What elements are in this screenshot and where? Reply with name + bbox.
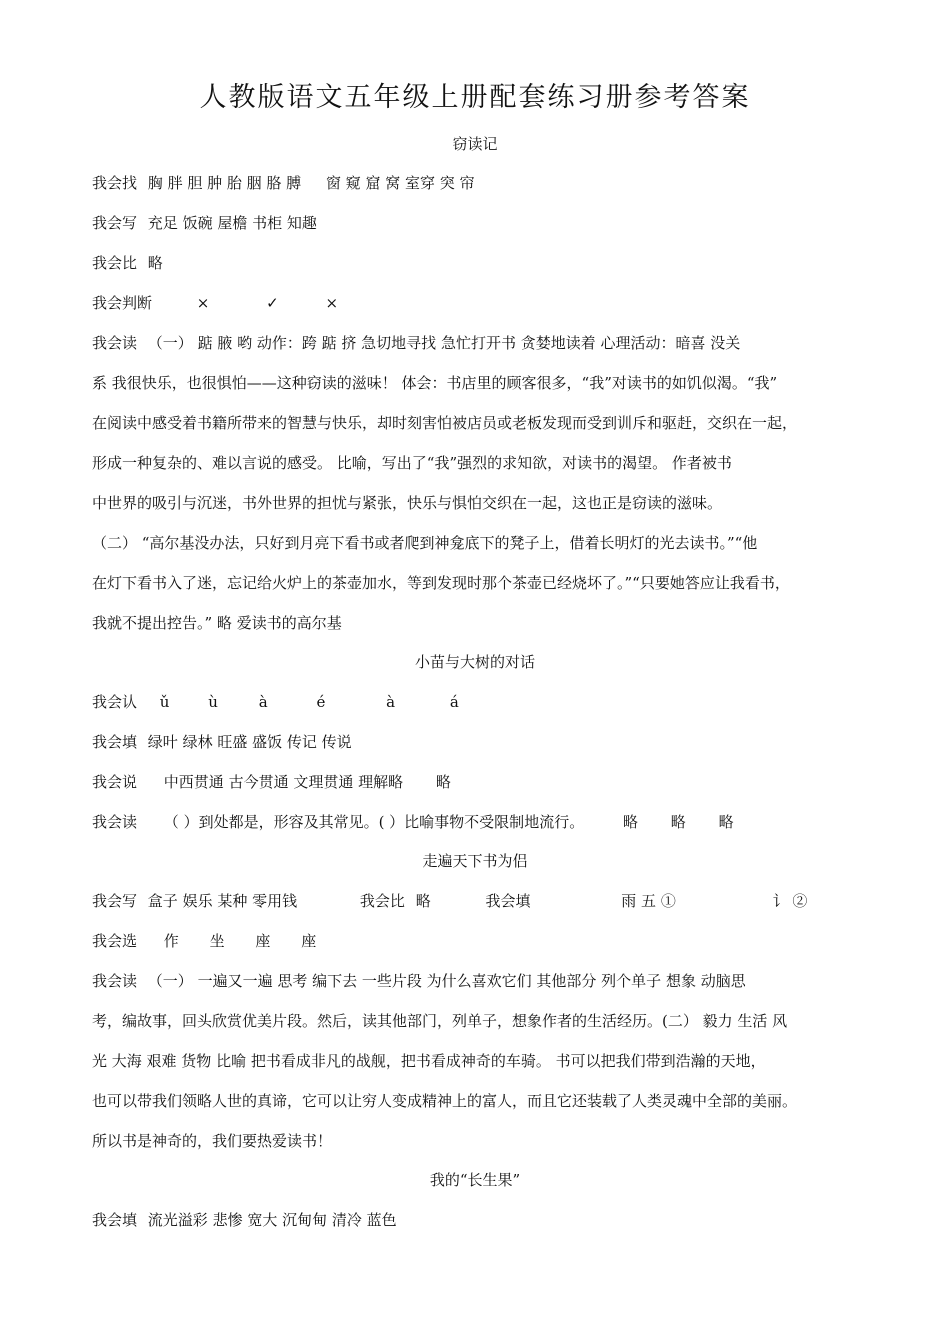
paragraph-text: （一） 踮 腋 哟 动作：跨 踮 挤 急切地寻找 急忙打开书 贪婪地读着 心理活动：暗喜 没关 [147, 334, 741, 352]
section-heading-qiedu: 窃读记 [452, 135, 498, 153]
reading-line [92, 970, 868, 992]
answer-label: 我会认 [92, 693, 138, 711]
cross-mark: × [325, 294, 339, 312]
answer-line-recognize [92, 691, 868, 713]
answer-text: 中西贯通 古今贯通 文理贯通 理解略 [163, 773, 404, 791]
answer-label: 我会判断 [92, 294, 153, 312]
answer-label: 我会读 [92, 972, 138, 990]
answer-text: 略 [622, 813, 638, 831]
answer-text: 略 [415, 892, 431, 910]
answer-text: 略 [147, 254, 163, 272]
answer-text: 讠 ② [772, 892, 808, 910]
section-heading-xiaomiao: 小苗与大树的对话 [414, 653, 535, 671]
answer-text: 盒子 娱乐 某种 零用钱 [147, 892, 298, 910]
section-heading-zoubian: 走遍天下书为侣 [422, 852, 528, 870]
paragraph-text: 在阅读中感受着书籍所带来的智慧与快乐，却时刻害怕被店员或老板发现而受到训斥和驱赶，交织在一起， [92, 414, 798, 432]
answer-text: 座 [255, 932, 271, 950]
answer-text: 座 [301, 932, 317, 950]
pinyin-tone: à [386, 693, 396, 711]
answer-text: 绿叶 绿林 旺盛 盛饭 传记 传说 [147, 733, 352, 751]
paragraph-text: 光 大海 艰难 货物 比喻 把书看成非凡的战舰，把书看成神奇的车骑。 书可以把我们带到浩瀚的天地， [92, 1052, 766, 1070]
paragraph-text: 形成一种复杂的、难以言说的感受。 比喻，写出了“我”强烈的求知欲，对读书的渴望。 作者被书 [92, 454, 732, 472]
reading-line [92, 332, 868, 354]
answer-line-say [92, 771, 868, 793]
answer-label: 我会读 [92, 334, 138, 352]
pinyin-tone: ǔ [159, 693, 170, 711]
answer-text: 雨 五 ① [621, 892, 676, 910]
answer-label: 我会找 [92, 174, 138, 192]
section-heading-changshengguo: 我的“长生果” [429, 1171, 521, 1189]
answer-label: 我会选 [92, 932, 138, 950]
answer-text: 略 [670, 813, 686, 831]
answer-line-fill [92, 731, 868, 753]
paragraph-text: 系 我很快乐，也很惧怕——这种窃读的滋味！ 体会：书店里的顾客很多，“我”对读书的如饥似渴。“我” [92, 374, 778, 392]
answer-label: 我会填 [92, 1211, 138, 1229]
pinyin-tone: ù [208, 693, 218, 711]
answer-text: 流光溢彩 悲惨 宽大 沉甸甸 清冷 蓝色 [147, 1211, 397, 1229]
paragraph-text: 我就不提出控告。” 略 爱读书的高尔基 [92, 614, 342, 632]
answer-line-read [92, 811, 868, 833]
answer-label: 我会写 [92, 214, 138, 232]
paragraph-text: 考，编故事，回头欣赏优美片段。然后，读其他部门，列单子，想象作者的生活经历。(二） 毅力 生活 风 [92, 1012, 788, 1030]
pinyin-tone: à [258, 693, 268, 711]
answer-label: 我会读 [92, 813, 138, 831]
answer-label: 我会填 [92, 733, 138, 751]
answer-text: 略 [718, 813, 734, 831]
answer-text: 坐 [209, 932, 225, 950]
pinyin-tone: é [316, 693, 326, 711]
paragraph-text: 在灯下看书入了迷，忘记给火炉上的茶壶加水，等到发现时那个茶壶已经烧坏了。”“只要她答应让我看书， [92, 574, 790, 592]
answer-line-compare [92, 252, 868, 274]
answer-text: 窗 窥 窟 窝 室穿 突 帘 [325, 174, 475, 192]
paragraph-text: 所以书是神奇的，我们要热爱读书！ [92, 1132, 333, 1150]
answer-line-choose [92, 930, 868, 952]
check-mark: ✓ [266, 294, 279, 312]
answer-text: 胸 胖 胆 肿 胎 胭 胳 膊 [147, 174, 302, 192]
answer-line-judge [92, 292, 868, 314]
answer-label: 我会填 [485, 892, 531, 910]
paragraph-text: 也可以带我们领略人世的真谛，它可以让穷人变成精神上的富人，而且它还装载了人类灵魂中全部的美丽。 [92, 1092, 798, 1110]
paragraph-text: 中世界的吸引与沉迷，书外世界的担忧与紧张，快乐与惧怕交织在一起，这也正是窃读的滋味。 [92, 494, 723, 512]
paragraph-text: （二） “高尔基没办法，只好到月亮下看书或者爬到神龛底下的凳子上，借着长明灯的光去读书。”“他 [92, 534, 758, 552]
answer-label: 我会比 [359, 892, 405, 910]
answer-label: 我会比 [92, 254, 138, 272]
answer-text: （ ）到处都是，形容及其常见。( ）比喻事物不受限制地流行。 [163, 813, 585, 831]
answer-line-fill [92, 1209, 868, 1231]
cross-mark: × [196, 294, 210, 312]
answer-label: 我会说 [92, 773, 138, 791]
answer-line-write [92, 890, 868, 912]
page-title: 人教版语文五年级上册配套练习册参考答案 [199, 82, 751, 113]
answer-line-write [92, 212, 868, 234]
paragraph-text: （一） 一遍又一遍 思考 编下去 一些片段 为什么喜欢它们 其他部分 列个单子 想象 动脑思 [147, 972, 746, 990]
answer-label: 我会写 [92, 892, 138, 910]
answer-text: 充足 饭碗 屋檐 书柜 知趣 [147, 214, 317, 232]
answer-line-find [92, 172, 868, 194]
answer-text: 略 [435, 773, 451, 791]
answer-text: 作 [163, 932, 179, 950]
pinyin-tone: á [449, 693, 459, 711]
